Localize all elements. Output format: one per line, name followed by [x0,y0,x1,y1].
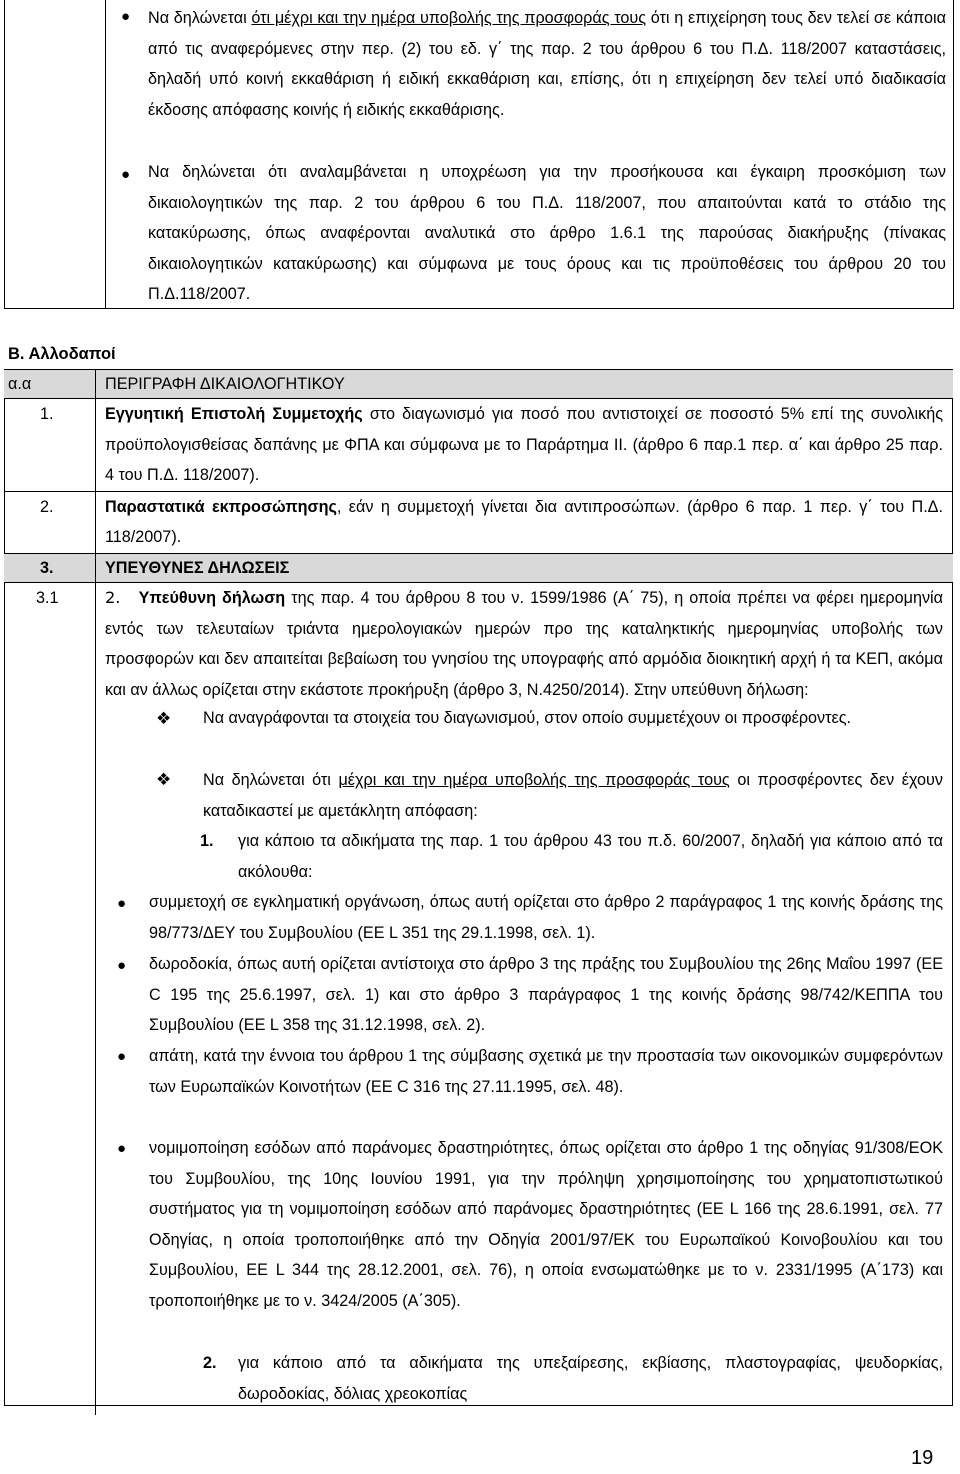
bullet-icon: ● [121,166,131,183]
bullet1-text-start: Να δηλώνεται [148,9,252,27]
sub-item-2: για κάποιο από τα αδικήματα της υπεξαίρεσης, εκβίασης, πλαστογραφίας, ψευδορκίας, δωροδοκίας, δόλιας χρεοκοπίας [238,1354,943,1403]
sub-item-number: 1. [200,832,214,850]
bullet-icon: ● [121,8,131,25]
top-table-continuation [4,0,954,309]
table-row [4,399,953,492]
table-left-border [4,0,5,308]
diamond2-text-end: οι προσφέροντες δεν έχουν καταδικαστεί με αμετάκλητη απόφαση: [203,771,943,820]
table-bottom-border [4,1405,953,1406]
declaration-intro [105,583,943,705]
row1-text: στο διαγωνισμό για ποσό που αντιστοιχεί σε ποσοστό 5% επί της συνολικής προϋπολογισθείσας δαπάνης με ΦΠΑ και σύμφωνα με το Παράρτημα ΙΙ. (άρθρο 6 παρ.1 περ. α΄ και άρθρο 25 παρ. 4 του Π.Δ. 118/2007). [105,405,943,485]
row1-bold-title: Εγγυητική Επιστολή Συμμετοχής [105,405,363,423]
bullet-icon: ● [117,957,127,974]
declaration-lead-number: 2. [105,587,121,607]
bullet-icon: ● [117,895,127,912]
row-description [96,399,954,492]
bullet-icon: ● [117,1140,127,1157]
sub-item-number: 2. [203,1354,217,1372]
section-label: ΥΠΕΥΘΥΝΕΣ ΔΗΛΩΣΕΙΣ [96,553,954,582]
table-row-section [4,553,953,582]
diamond2-text-start: Να δηλώνεται ότι [203,771,339,789]
bullet-icon: ● [117,1048,127,1065]
bullet1-underlined: ότι μέχρι και την ημέρα υποβολής της προσφοράς τους [251,9,647,27]
table-header-row [4,370,953,399]
diamond-bullet-icon: ❖ [156,770,172,789]
sub-item-1: για κάποιο τα αδικήματα της παρ. 1 του άρθρου 43 του π.δ. 60/2007, δηλαδή για κάποιο από τα ακόλουθα: [238,832,943,881]
table-column-divider [105,0,106,308]
row2-text: , εάν η συμμετοχή γίνεται δια αντιπροσώπων. (άρθρο 6 παρ. 1 περ. γ΄ του Π.Δ. 118/2007). [105,497,943,547]
bullet1-text-end: ότι η επιχείρηση τους δεν τελεί σε κάποια από τις αναφερόμενες στην περ. (2) του εδ. γ΄ της παρ. 2 του άρθρου 6 του Π.Δ. 118/2007 καταστάσεις, δηλαδή υπό κοινή εκκαθάριση ή ειδική εκκαθάριση και, επίσης, ότι η επιχείρηση δεν τελεί υπό διαδικασία έκδοσης απόφασης κοινής ή ειδικής εκκαθάρισης. [148,9,946,119]
diamond2-underlined: μέχρι και την ημέρα υποβολής της προσφοράς τους [338,771,730,789]
offence-bullet-4: νομιμοποίηση εσόδων από παράνομες δραστηριότητες, όπως ορίζεται στο άρθρο 1 της οδηγίας 91/308/ΕΟΚ του Συμβουλίου, της 10ης Ιουνίου 1991, για την πρόληψη χρησιμοποίησης του χρηματοπιστωτικού συστήματος για τη νομιμοποίηση εσόδων από παράνομες δραστηριότητες (ΕΕ L 166 της 28.6.1991, σελ. 77 Οδηγίας, η οποία τροποποιήθηκε από την Οδηγία 2001/97/ΕΚ του Ευρωπαϊκού Κοινοβουλίου και του Συμβουλίου, ΕΕ L 344 της 28.12.2001, σελ. 76), η οποία ενσωματώθηκε με το ν. 2331/1995 (Α΄173) και τροποποιήθηκε με το ν. 3424/2005 (Α΄305). [149,1139,943,1310]
declaration-bold-title: Υπεύθυνη δήλωση [138,588,286,607]
declaration-bullet-2: Να δηλώνεται ότι αναλαμβάνεται η υποχρέωση για την προσήκουσα και έγκαιρη προσκόμιση των δικαιολογητικών της παρ. 2 του άρθρου 6 του Π.Δ. 118/2007, που απαιτούνται κατά το στάδιο της κατακύρωσης, όπως αναφέρονται αναλυτικά στο άρθρο 1.6.1 της παρούσας διακήρυξης (πίνακας δικαιολογητικών κατακύρωσης) και σύμφωνα με τους όρους και τις προϋποθέσεις του άρθρου 20 του Π.Δ.118/2007. [148,163,946,304]
diamond-bullet-icon: ❖ [156,709,172,728]
page-number: 19 [911,1447,934,1469]
offence-bullet-3: απάτη, κατά την έννοια του άρθρου 1 της σύμβασης σχετικά με την προστασία των οικονομικών συμφερόντων των Ευρωπαϊκών Κοινοτήτων (ΕΕ C 316 της 27.11.1995, σελ. 48). [149,1047,943,1096]
section-title: Β. Αλλοδαποί [8,345,116,363]
offence-bullet-1: συμμετοχή σε εγκληματική οργάνωση, όπως αυτή ορίζεται στο άρθρο 2 παράγραφος 1 της κοινής δράσης της 98/773/ΔΕΥ του Συμβουλίου (ΕΕ L 351 της 29.1.1998, σελ. 1). [149,893,943,942]
diamond-item-1: Να αναγράφονται τα στοιχεία του διαγωνισμού, στον οποίο συμμετέχουν οι προσφέροντες. [203,709,852,727]
offence-bullet-2: δωροδοκία, όπως αυτή ορίζεται αντίστοιχα στο άρθρο 3 της πράξης του Συμβουλίου της 26ης Μαΐου 1997 (ΕΕ C 195 της 25.6.1997, σελ. 1) και στο άρθρο 3 παράγραφος 1 της κοινής δράσης 98/742/ΚΕΠΠΑ του Συμβουλίου (ΕΕ L 358 της 31.12.1998, σελ. 2). [149,955,943,1035]
row2-bold-title: Παραστατικά εκπροσώπησης [105,497,337,516]
row-number: 1. [40,405,54,423]
table-row [4,491,953,553]
diamond-item-2 [203,765,943,826]
header-description: ΠΕΡΙΓΡΑΦΗ ΔΙΚΑΙΟΛΟΓΗΤΙΚΟΥ [96,370,954,399]
row-number: 3.1 [36,588,59,607]
declaration-bullet-1 [148,3,946,125]
header-number: α.α [4,370,96,399]
row-description [96,491,954,553]
row-number: 2. [40,497,54,516]
row-number: 3. [40,558,54,577]
declaration-text: της παρ. 4 του άρθρου 8 του ν. 1599/1986 (Α΄ 75), η οποία πρέπει να φέρει ημερομηνία εντός των τελευταίων τριάντα ημερολογιακών ημερών προ της καταληκτικής ημερομηνίας υποβολής των προσφορών και δεν απαιτείται βεβαίωση του γνησίου της υπογραφής από αρμόδια διοικητική αρχή ή τα ΚΕΠ, ακόμα και αν άλλως ορίζεται στην εκάστοτε προκήρυξη (άρθρο 3, Ν.4250/2014). Στην υπεύθυνη δήλωση: [105,588,944,699]
